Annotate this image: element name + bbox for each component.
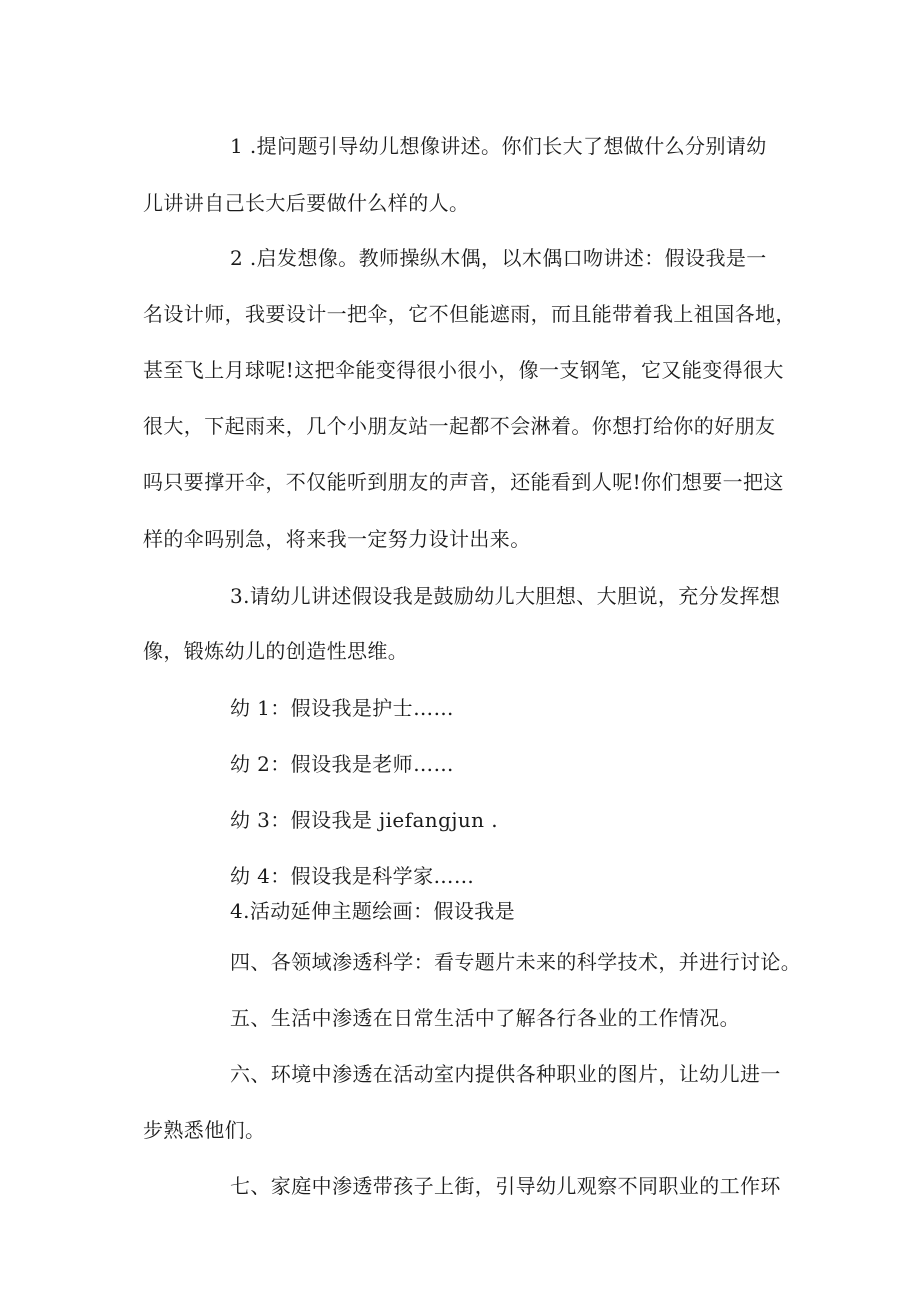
child-answer-3: 幼 3：假设我是 jiefangjun . xyxy=(230,808,498,832)
paragraph-1-line-1: 1 .提问题引导幼儿想像讲述。你们长大了想做什么分别请幼 xyxy=(230,134,767,158)
section-four: 四、各领域渗透科学：看专题片未来的科学技术，并进行讨论。 xyxy=(230,950,802,974)
section-six-line-2: 步熟悉他们。 xyxy=(143,1118,266,1142)
section-six-line-1: 六、环境中渗透在活动室内提供各种职业的图片，让幼儿进一 xyxy=(230,1062,781,1086)
child-answer-4: 幼 4：假设我是科学家…… xyxy=(230,864,475,888)
paragraph-1-line-2: 儿讲讲自己长大后要做什么样的人。 xyxy=(143,191,470,215)
paragraph-3-line-2: 像，锻炼幼儿的创造性思维。 xyxy=(143,639,409,663)
paragraph-2-line-2: 名设计师，我要设计一把伞，它不但能遮雨，而且能带着我上祖国各地， xyxy=(143,302,796,326)
child-answer-2: 幼 2：假设我是老师…… xyxy=(230,752,454,776)
paragraph-3-line-1: 3.请幼儿讲述假设我是鼓励幼儿大胆想、大胆说，充分发挥想 xyxy=(230,584,781,608)
paragraph-2-line-5: 吗只要撑开伞，不仅能听到朋友的声音，还能看到人呢!你们想要一把这 xyxy=(143,470,784,494)
paragraph-2-line-6: 样的伞吗别急，将来我一定努力设计出来。 xyxy=(143,527,531,551)
section-seven-line-1: 七、家庭中渗透带孩子上街，引导幼儿观察不同职业的工作环 xyxy=(230,1174,781,1198)
section-five: 五、生活中渗透在日常生活中了解各行各业的工作情况。 xyxy=(230,1006,740,1030)
activity-extension: 4.活动延伸主题绘画：假设我是 xyxy=(230,899,516,923)
paragraph-2-line-4: 很大，下起雨来，几个小朋友站一起都不会淋着。你想打给你的好朋友 xyxy=(143,414,776,438)
child-answer-1: 幼 1：假设我是护士…… xyxy=(230,696,454,720)
paragraph-2-line-1: 2 .启发想像。教师操纵木偶，以木偶口吻讲述：假设我是一 xyxy=(230,246,767,270)
paragraph-2-line-3: 甚至飞上月球呢!这把伞能变得很小很小，像一支钢笔，它又能变得很大 xyxy=(143,358,784,382)
